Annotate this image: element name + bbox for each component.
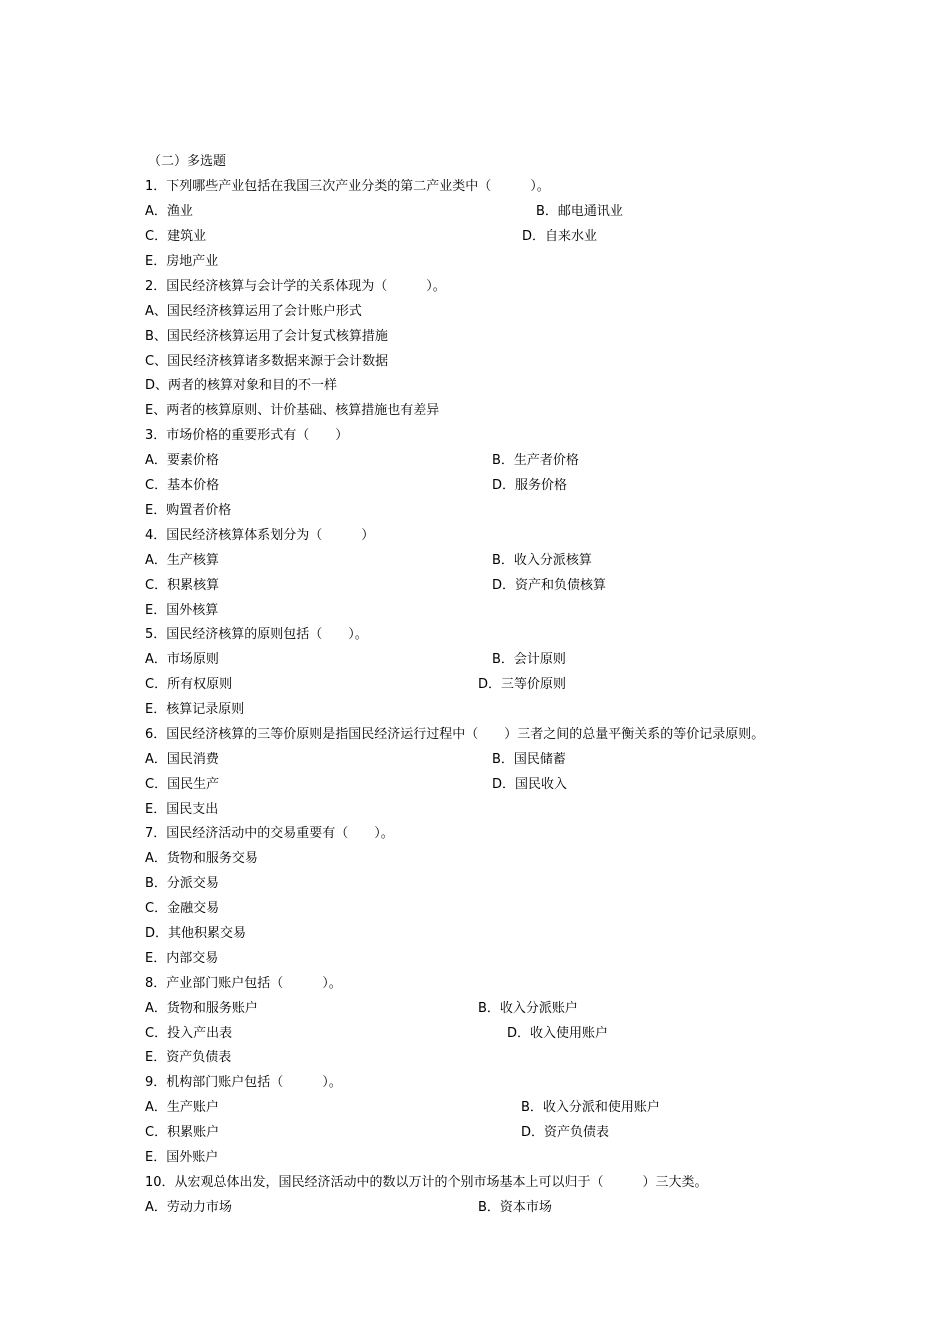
question-2-option-c: C、国民经济核算诸多数据来源于会计数据	[145, 354, 389, 369]
question-3-option-b: B．生产者价格	[492, 453, 579, 468]
question-3-option-e: E．购置者价格	[145, 503, 232, 518]
question-9-stem: 9．机构部门账户包括（ ）。	[145, 1075, 342, 1090]
question-8-option-e: E．资产负债表	[145, 1050, 232, 1065]
question-7-stem: 7．国民经济活动中的交易重要有（ ）。	[145, 826, 394, 841]
question-10-option-a: A．劳动力市场	[145, 1200, 232, 1215]
question-9-option-d: D．资产负债表	[521, 1125, 610, 1140]
question-5-option-a: A．市场原则	[145, 652, 219, 667]
question-1-option-c: C．建筑业	[145, 229, 207, 244]
question-4-option-c: C．积累核算	[145, 578, 220, 593]
question-7-option-e: E．内部交易	[145, 951, 219, 966]
question-3-stem: 3．市场价格的重要形式有（ ）	[145, 428, 349, 443]
question-10-option-b: B．资本市场	[478, 1200, 552, 1215]
question-8-stem: 8．产业部门账户包括（ ）。	[145, 976, 342, 991]
question-1-option-e: E．房地产业	[145, 254, 219, 269]
question-9-option-b: B．收入分派和使用账户	[521, 1100, 660, 1115]
question-1-option-b: B．邮电通讯业	[536, 204, 623, 219]
question-8-option-a: A．货物和服务账户	[145, 1001, 258, 1016]
question-1-option-d: D．自来水业	[522, 229, 598, 244]
question-6-option-d: D．国民收入	[492, 777, 568, 792]
question-7-option-a: A．货物和服务交易	[145, 851, 258, 866]
question-5-option-e: E．核算记录原则	[145, 702, 245, 717]
question-6-stem: 6．国民经济核算的三等价原则是指国民经济运行过程中（ ）三者之间的总量平衡关系的等价记录原则。	[145, 727, 765, 742]
question-5-option-d: D．三等价原则	[478, 677, 567, 692]
question-6-option-c: C．国民生产	[145, 777, 220, 792]
question-5-stem: 5．国民经济核算的原则包括（ ）。	[145, 627, 368, 642]
question-4-stem: 4．国民经济核算体系划分为（ ）	[145, 528, 375, 543]
question-6-option-b: B．国民储蓄	[492, 752, 566, 767]
question-4-option-e: E．国外核算	[145, 603, 219, 618]
question-7-option-c: C．金融交易	[145, 901, 220, 916]
question-3-option-c: C．基本价格	[145, 478, 220, 493]
question-9-option-e: E．国外账户	[145, 1150, 219, 1165]
question-6-option-a: A．国民消费	[145, 752, 219, 767]
question-2-stem: 2．国民经济核算与会计学的关系体现为（ ）。	[145, 279, 446, 294]
section-title: （二）多选题	[148, 154, 227, 169]
question-5-option-b: B．会计原则	[492, 652, 566, 667]
question-4-option-b: B．收入分派核算	[492, 553, 592, 568]
question-3-option-a: A．要素价格	[145, 453, 219, 468]
question-8-option-b: B．收入分派账户	[478, 1001, 578, 1016]
question-2-option-a: A、国民经济核算运用了会计账户形式	[145, 304, 362, 319]
question-6-option-e: E．国民支出	[145, 802, 219, 817]
question-10-stem: 10．从宏观总体出发，国民经济活动中的数以万计的个别市场基本上可以归于（ ）三大类。	[145, 1175, 708, 1190]
question-8-option-c: C．投入产出表	[145, 1026, 233, 1041]
question-7-option-b: B．分派交易	[145, 876, 219, 891]
question-2-option-e: E、两者的核算原则、计价基础、核算措施也有差异	[145, 403, 440, 418]
question-2-option-d: D、两者的核算对象和目的不一样	[145, 378, 338, 393]
question-9-option-a: A．生产账户	[145, 1100, 219, 1115]
question-7-option-d: D．其他积累交易	[145, 926, 247, 941]
question-1-option-a: A．渔业	[145, 204, 193, 219]
question-5-option-c: C．所有权原则	[145, 677, 233, 692]
question-8-option-d: D．收入使用账户	[507, 1026, 609, 1041]
question-9-option-c: C．积累账户	[145, 1125, 220, 1140]
question-2-option-b: B、国民经济核算运用了会计复式核算措施	[145, 329, 388, 344]
question-3-option-d: D．服务价格	[492, 478, 568, 493]
question-4-option-a: A．生产核算	[145, 553, 219, 568]
question-1-stem: 1．下列哪些产业包括在我国三次产业分类的第二产业类中（ ）。	[145, 179, 550, 194]
question-4-option-d: D．资产和负债核算	[492, 578, 607, 593]
